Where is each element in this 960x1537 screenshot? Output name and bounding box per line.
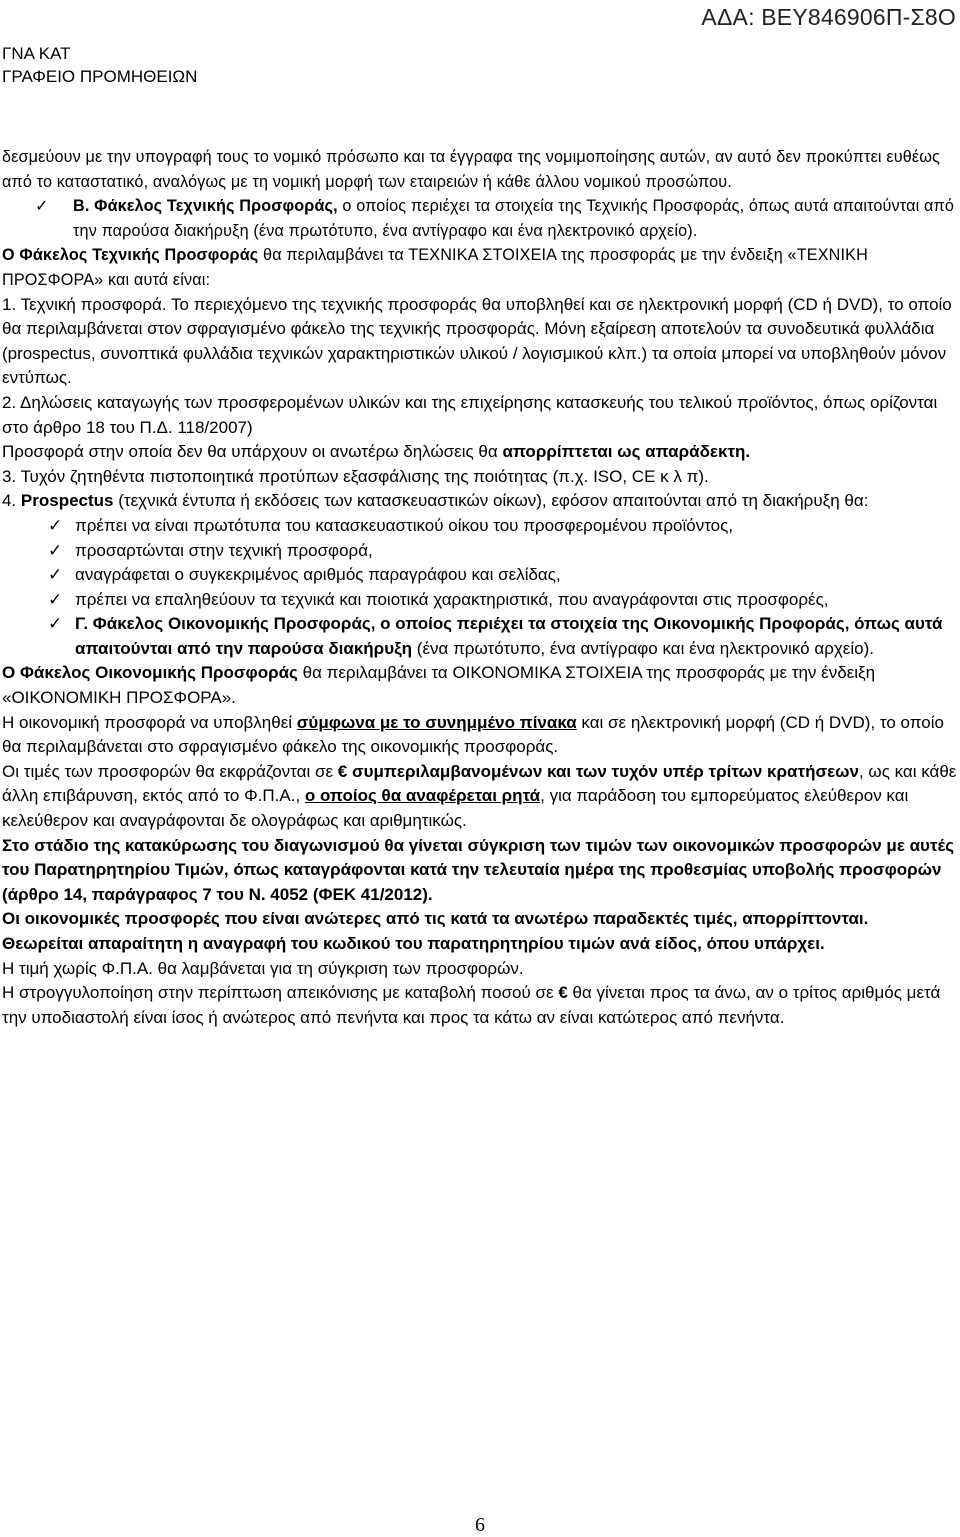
item-4-title: Prospectus: [20, 491, 114, 511]
section-g-text: (ένα πρωτότυπο, ένα αντίγραφο και ένα ηλεκτρονικό αρχείο).: [412, 638, 874, 658]
vat-explicit: ο οποίος θα αναφέρεται ρητά: [304, 786, 541, 806]
section-b-item: [2, 194, 958, 243]
checklist-item-text: πρέπει να επαληθεύουν τα τεχνικά και ποιοτικά χαρακτηριστικά, που αναγράφονται στις προσφορές,: [75, 589, 829, 609]
checklist-item: [2, 539, 958, 564]
rounding-text-b: θα γίνεται προς τα άνω, αν ο τρίτος αριθμός μετά την υποδιαστολή είναι ίσος ή ανώτερος από πενήντα και προς τα κάτω αν είναι κατώτερος από πενήντα.: [2, 983, 941, 1027]
rejection-text: Οι οικονομικές προσφορές που είναι ανώτερες από τις κατά τα ανωτέρω παραδεκτές τιμές, απορρίπτονται.: [2, 909, 869, 929]
section-b-text: ο οποίος περιέχει τα στοιχεία της Τεχνικής Προσφοράς, όπως αυτά απαιτούνται από την παρούσα διακήρυξη (ένα πρωτότυπο, ένα αντίγραφο και ένα ηλεκτρονικό αρχείο).: [73, 197, 955, 240]
checklist-item: [2, 588, 958, 613]
document-body: [2, 145, 958, 1030]
ada-code: ΑΔΑ: ΒΕΥ846906Π-Σ8Ο: [701, 4, 956, 30]
electronic-format-paragraph: [2, 711, 958, 760]
award-stage-text: Στο στάδιο της κατακύρωσης του διαγωνισμού θα γίνεται σύγκριση των τιμών των οικονομικών προσφορών με αυτές του Παρατηρητηρίου Τιμών, όπως καταγράφονται κατά την τελευταία ημέρα της προθεσμίας υποβολής προσφορών (άρθρο 14, παράγραφος 7 του Ν. 4052 (ΦΕΚ 41/2012).: [2, 835, 955, 904]
prices-text-b: , ως και κάθε άλλη επιβάρυνση, εκτός από το Φ.Π.Α.,: [2, 761, 957, 806]
euro-symbol: €: [558, 983, 568, 1003]
checklist-item: [2, 514, 958, 539]
financial-envelope-title: Ο Φάκελος Οικονομικής Προσφοράς: [2, 663, 298, 683]
checklist-item-text: προσαρτώνται στην τεχνική προσφορά,: [75, 540, 373, 560]
department-name: ΓΝΑ ΚΑΤ: [2, 44, 71, 63]
paragraph-intro: δεσμεύουν με την υπογραφή τους το νομικό πρόσωπο και τα έγγραφα της νομιμοποίησης αυτών, αν αυτό δεν προκύπτει ευθέως από το καταστατικό, αναλόγως με τη νομική μορφή των εταιρειών ή κάθε άλλου νομικού προσώπου.: [2, 148, 940, 191]
checklist-item-text: αναγράφεται ο συγκεκριμένος αριθμός παραγράφου και σελίδας,: [75, 565, 561, 585]
item-4-number: 4.: [2, 491, 21, 511]
financial-envelope-text: θα περιλαμβάνει τα ΟΙΚΟΝΟΜΙΚΑ ΣΤΟΙΧΕΙΑ της προσφοράς με την ένδειξη «ΟΙΚΟΝΟΜΙΚΗ ΠΡΟΣΦΟΡΑ».: [2, 663, 876, 708]
section-b-title: Β. Φάκελος Τεχνικής Προσφοράς,: [73, 197, 338, 216]
item-2-rejection: απορρίπτεται ως απαράδεκτη.: [502, 442, 751, 462]
technical-envelope-paragraph: [2, 243, 958, 292]
item-4-text: (τεχνικά έντυπα ή εκδόσεις των κατασκευαστικών οίκων), εφόσον απαιτούνται από τη διακήρυξη θα:: [113, 491, 869, 511]
rejection-paragraph: [2, 907, 958, 932]
item-3: 3. Τυχόν ζητηθέντα πιστοποιητικά προτύπων εξασφάλισης της ποιότητας (π.χ. ISO, CE κ λ π).: [2, 466, 709, 486]
rounding-text-a: Η στρογγυλοποίηση στην περίπτωση απεικόνισης με καταβολή ποσού σε: [2, 983, 559, 1003]
check-mark-icon: ✓: [48, 614, 63, 634]
item-1: 1. Τεχνική προσφορά. Το περιεχόμενο της τεχνικής προσφοράς θα υποβληθεί και σε ηλεκτρονική μορφή (CD ή DVD), το οποίο θα περιλαμβάνεται στον σφραγισμένο φάκελο της τεχνικής προσφοράς. Μόνη εξαίρεση αποτελούν τα συνοδευτικά φυλλάδια (prospectus, συνοπτικά φυλλάδια τεχνικών χαρακτηριστικών υλικού / λογισμικού κλπ.) τα οποία μπορεί να υποβληθούν μόνον εντύπως.: [2, 294, 952, 388]
page-number: 6: [475, 1514, 485, 1536]
technical-envelope-title: Ο Φάκελος Τεχνικής Προσφοράς: [2, 246, 259, 265]
prices-text-a: Οι τιμές των προσφορών θα εκφράζονται σε: [2, 761, 338, 781]
technical-envelope-text: θα περιλαμβάνει τα ΤΕΧΝΙΚΑ ΣΤΟΙΧΕΙΑ της προσφοράς με την ένδειξη «ΤΕΧΝΙΚΗ ΠΡΟΣΦΟΡΑ» και αυτά είναι:: [2, 246, 868, 289]
item-2: 2. Δηλώσεις καταγωγής των προσφερομένων υλικών και της επιχείρησης κατασκευής του τελικού προϊόντος, όπως ορίζονται στο άρθρο 18 του Π.Δ. 118/2007): [2, 392, 938, 437]
attached-table-reference: σύμφωνα με το συνημμένο πίνακα: [296, 712, 577, 732]
euro-symbol: €: [337, 761, 348, 781]
checklist-item-text: πρέπει να είναι πρωτότυπα του κατασκευαστικού οίκου του προσφερομένου προϊόντος,: [75, 515, 734, 535]
item-4: [2, 489, 958, 514]
prices-paragraph: [2, 760, 958, 834]
section-g-title: Γ. Φάκελος Οικονομικής Προσφοράς, ο οποίος περιέχει τα στοιχεία της Οικονομικής Προφοράς, όπως αυτά απαιτούνται από την παρούσα διακήρυξη: [75, 614, 943, 658]
checklist-item: [2, 563, 958, 588]
check-mark-icon: ✓: [48, 540, 63, 560]
prices-inclusive: συμπεριλαμβανομένων και των τυχόν υπέρ τρίτων κρατήσεων: [347, 761, 859, 781]
section-g-item: [2, 612, 958, 661]
office-name: ΓΡΑΦΕΙΟ ΠΡΟΜΗΘΕΙΩΝ: [2, 67, 198, 86]
department-header: [2, 42, 197, 88]
check-mark-icon: ✓: [48, 565, 63, 585]
electronic-format-text-a: Η οικονομική προσφορά να υποβληθεί: [2, 712, 297, 732]
financial-envelope-paragraph: [2, 661, 958, 710]
check-mark-icon: ✓: [48, 589, 63, 609]
prices-text-c: , για παράδοση του εμπορεύματος ελεύθερον και κελεύθερον και αναγράφονται δε ολογράφως και αριθμητικώς.: [2, 786, 909, 831]
check-mark-icon: ✓: [35, 197, 49, 216]
code-text: Θεωρείται απαραίτητη η αναγραφή του κωδικού του παρατηρητηρίου τιμών ανά είδος, όπου υπάρχει.: [2, 934, 825, 953]
award-stage-paragraph: [2, 834, 958, 908]
vat-paragraph: Η τιμή χωρίς Φ.Π.Α. θα λαμβάνεται για τη σύγκριση των προσφορών.: [2, 958, 524, 978]
code-paragraph: [2, 932, 958, 957]
electronic-format-text-b: και σε ηλεκτρονική μορφή (CD ή DVD), το οποίο θα περιλαμβάνεται στο σφραγισμένο φάκελο της οικονομικής προσφοράς.: [2, 712, 944, 757]
rounding-paragraph: [2, 981, 958, 1030]
item-2-note-text: Προσφορά στην οποία δεν θα υπάρχουν οι ανωτέρω δηλώσεις θα: [2, 442, 503, 462]
item-2-note: [2, 440, 958, 465]
check-mark-icon: ✓: [48, 515, 63, 535]
